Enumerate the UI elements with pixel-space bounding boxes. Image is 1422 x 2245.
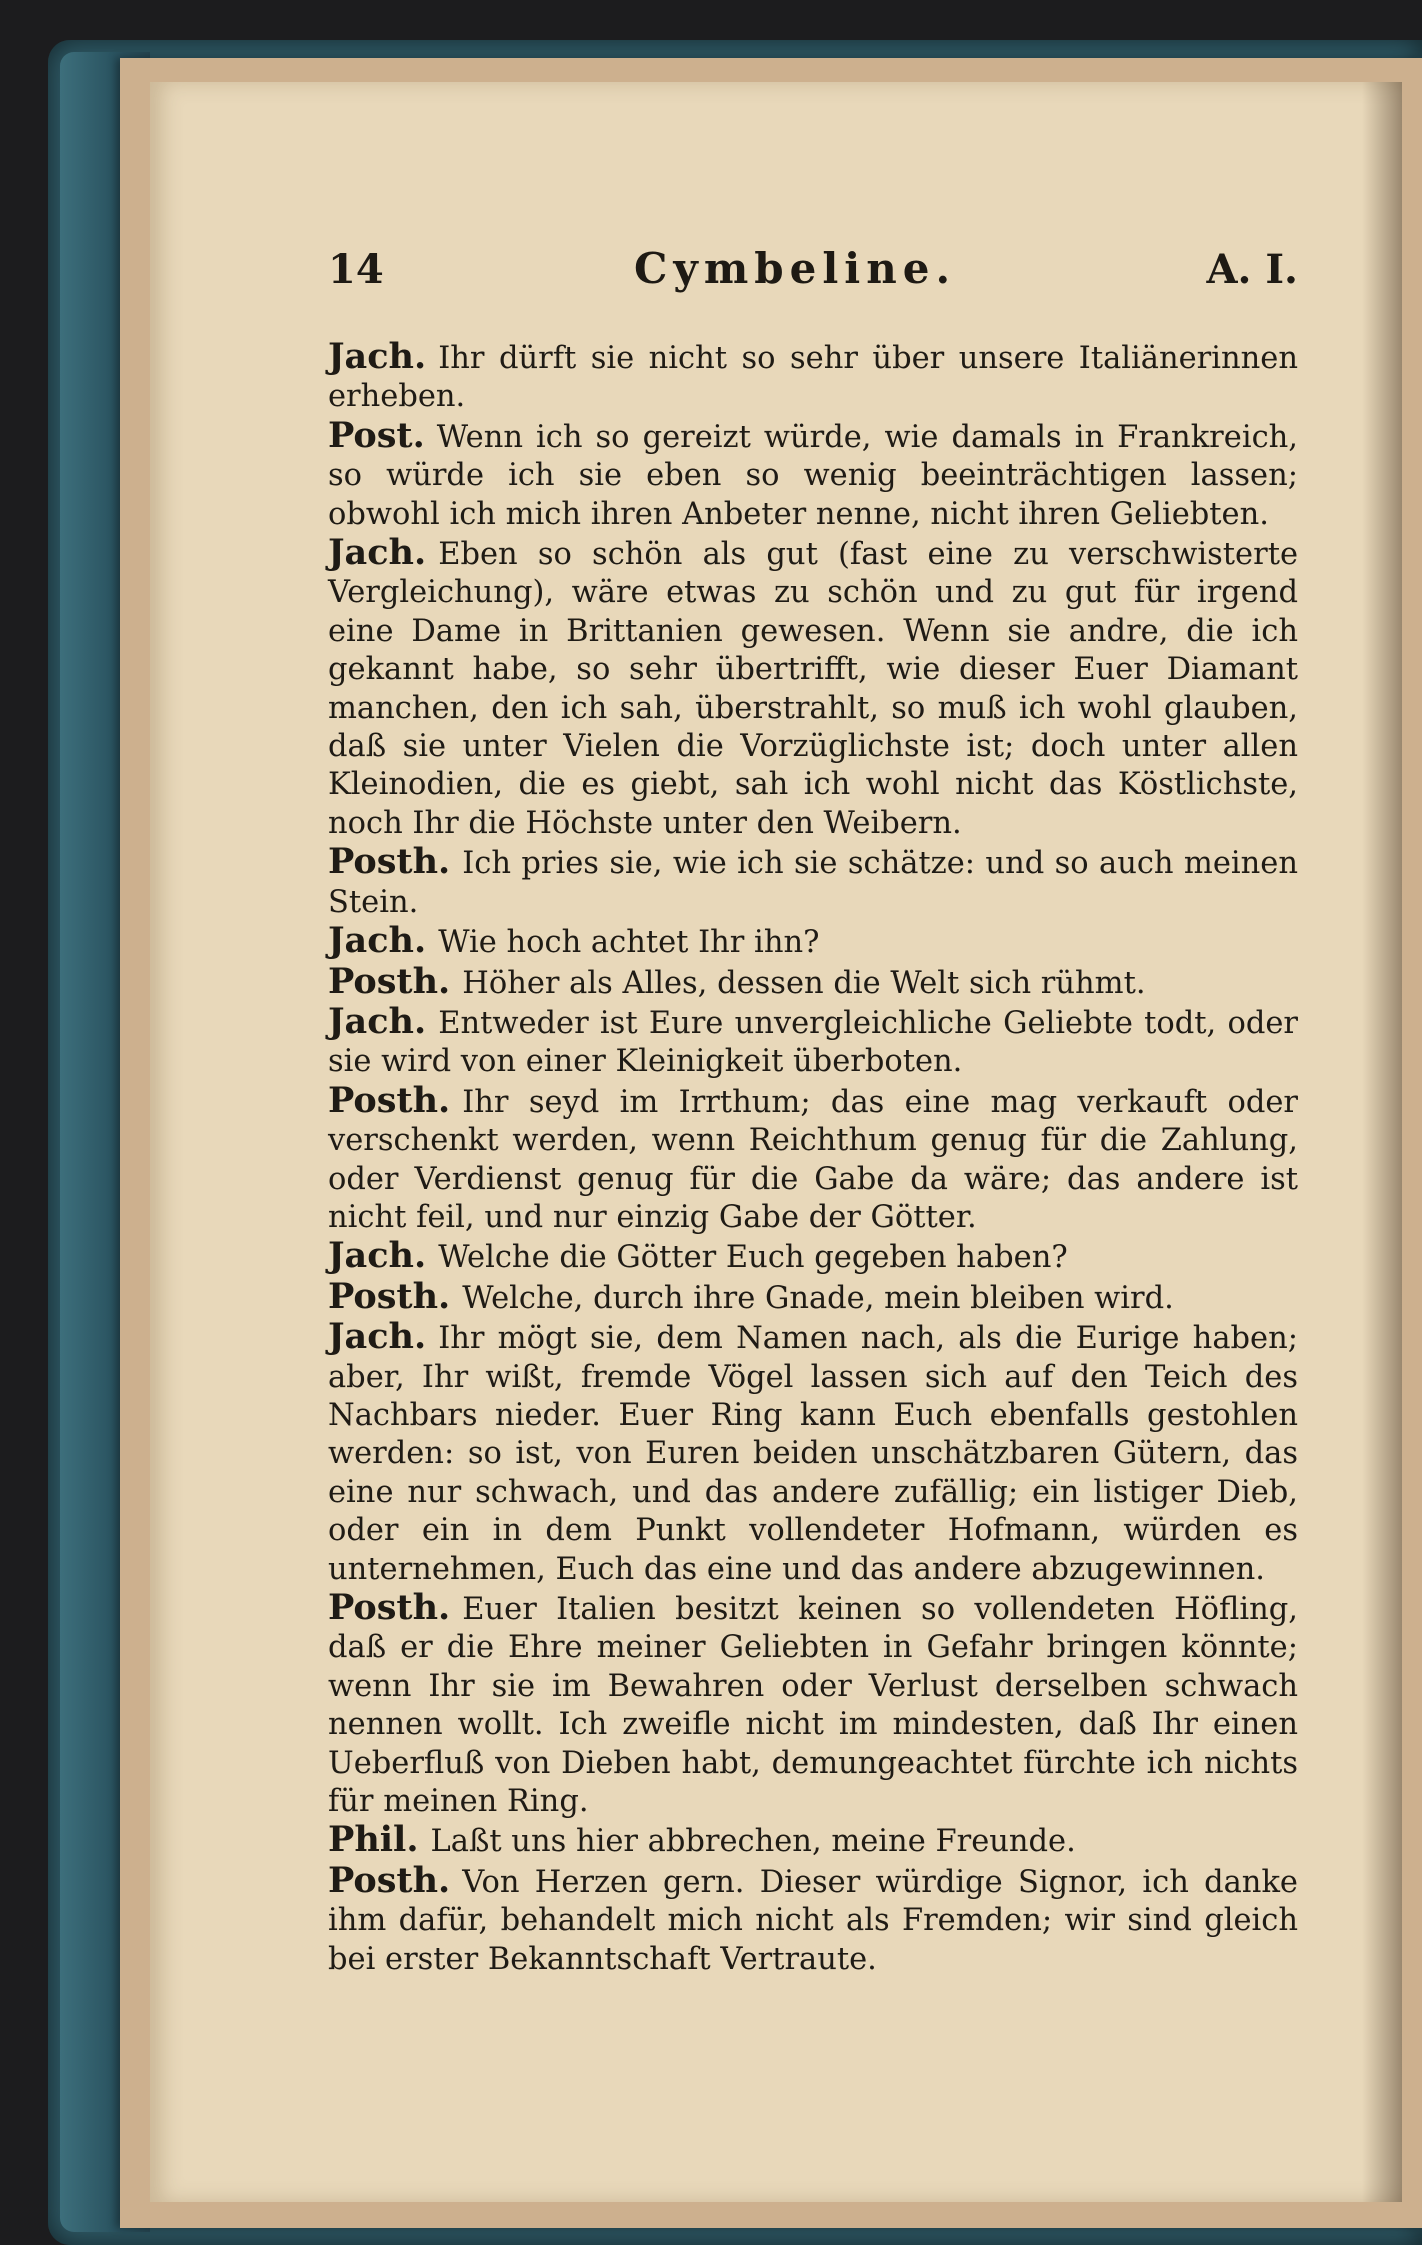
speaker-name: Posth. xyxy=(328,1587,451,1628)
speech xyxy=(328,1000,1298,1082)
speech-text: Höher als Alles, dessen die Welt sich rühmt. xyxy=(462,965,1146,1001)
speech xyxy=(328,414,1298,534)
running-title: Cymbeline. xyxy=(633,244,957,293)
speaker-name: Phil. xyxy=(328,1819,419,1861)
speech-text: Eben so schön als gut (fast eine zu verschwisterte Vergleichung), wäre etwas zu schön und zu gut für irgend eine Dame in Brittanien gewesen. Wenn sie andre, die ich gekannt habe, so sehr übertrifft, wie dieser Euer Diamant manchen, den ich sah, überstrahlt, so muß ich wohl glauben, daß sie unter Vielen die Vorzüglichste ist; doch unter allen Kleinodien, die es giebt, sah ich wohl nicht das Köstlichste, noch Ihr die Höchste unter den Weibern. xyxy=(328,537,1298,841)
speaker-name: Jach. xyxy=(328,920,427,962)
speech-text: Welche, durch ihre Gnade, mein bleiben wird. xyxy=(462,1280,1174,1316)
speaker-name: Posth. xyxy=(328,841,451,883)
speaker-name: Posth. xyxy=(328,1079,451,1121)
speaker-name: Posth. xyxy=(328,1859,451,1901)
speech-text: Wie hoch achtet Ihr ihn? xyxy=(438,925,820,961)
speech-text: Entweder ist Eure unvergleichliche Geliebte todt, oder sie wird von einer Kleinigkeit überboten. xyxy=(328,1005,1298,1080)
speaker-name: Jach. xyxy=(328,1235,427,1277)
page-number: 14 xyxy=(328,246,384,293)
speech xyxy=(328,1079,1298,1238)
speech-text: Von Herzen gern. Dieser würdige Signor, ich danke ihm dafür, behandelt mich nicht als Fremden; wir sind gleich bei erster Bekanntschaft Vertraute. xyxy=(328,1864,1298,1977)
speaker-name: Jach. xyxy=(328,1000,427,1042)
page-gutter-shadow xyxy=(1362,82,1402,2202)
speaker-name: Jach. xyxy=(328,1316,427,1358)
speaker-name: Post. xyxy=(328,414,425,456)
speaker-name: Jach. xyxy=(328,532,427,574)
speech xyxy=(328,1859,1298,1979)
speech-text: Welche die Götter Euch gegeben haben? xyxy=(438,1240,1068,1276)
speaker-name: Posth. xyxy=(328,1275,451,1317)
speech-text: Ihr seyd im Irrthum; das eine mag verkauft oder verschenkt werden, wenn Reichthum genug für die Zahlung, oder Verdienst genug für die Gabe da wäre; das andere ist nicht feil, und nur einzig Gabe der Götter. xyxy=(328,1084,1298,1235)
speaker-name: Posth. xyxy=(328,960,451,1002)
speech xyxy=(328,1318,1298,1589)
speaker-name: Jach. xyxy=(328,336,427,377)
speech xyxy=(328,1821,1298,1861)
speech xyxy=(328,338,1298,417)
speech xyxy=(328,843,1298,922)
speech-text: Laßt uns hier abbrechen, meine Freunde. xyxy=(430,1824,1076,1860)
speech xyxy=(328,534,1298,843)
speech-text: Wenn ich so gereizt würde, wie damals in Frankreich, so würde ich sie eben so wenig beeinträchtigen lassen; obwohl ich mich ihren Anbeter nenne, nicht ihren Geliebten. xyxy=(328,419,1298,532)
speech xyxy=(328,960,1298,1003)
speech xyxy=(328,1275,1298,1318)
speech xyxy=(328,922,1298,962)
act-label: A. I. xyxy=(1206,246,1298,293)
running-header xyxy=(328,244,1298,304)
speech-text: Euer Italien besitzt keinen so vollendeten Höfling, daß er die Ehre meiner Geliebten in Gefahr bringen könnte; wenn Ihr sie im Bewahren oder Verlust derselben schwach nennen wollt. Ich zweifle nicht im mindesten, daß Ihr einen Ueberfluß von Dieben habt, demungeachtet fürchte ich nichts für meinen Ring. xyxy=(328,1592,1298,1820)
speech-text: Ihr dürft sie nicht so sehr über unsere Italiänerinnen erheben. xyxy=(328,341,1298,415)
speech xyxy=(328,1237,1298,1277)
speech-text: Ihr mögt sie, dem Namen nach, als die Eurige haben; aber, Ihr wißt, fremde Vögel lassen sich auf den Teich des Nachbars nieder. Euer Ring kann Euch ebenfalls gestohlen werden: so ist, von Euren beiden unschätzbaren Gütern, das eine nur schwach, und das andere zufällig; ein listiger Dieb, oder ein in dem Punkt vollendeter Hofmann, würden es unternehmen, Euch das eine und das andere abzugewinnen. xyxy=(328,1321,1298,1587)
play-text xyxy=(328,338,1298,1979)
speech-text: Ich pries sie, wie ich sie schätze: und so auch meinen Stein. xyxy=(328,846,1298,920)
speech xyxy=(328,1589,1298,1821)
